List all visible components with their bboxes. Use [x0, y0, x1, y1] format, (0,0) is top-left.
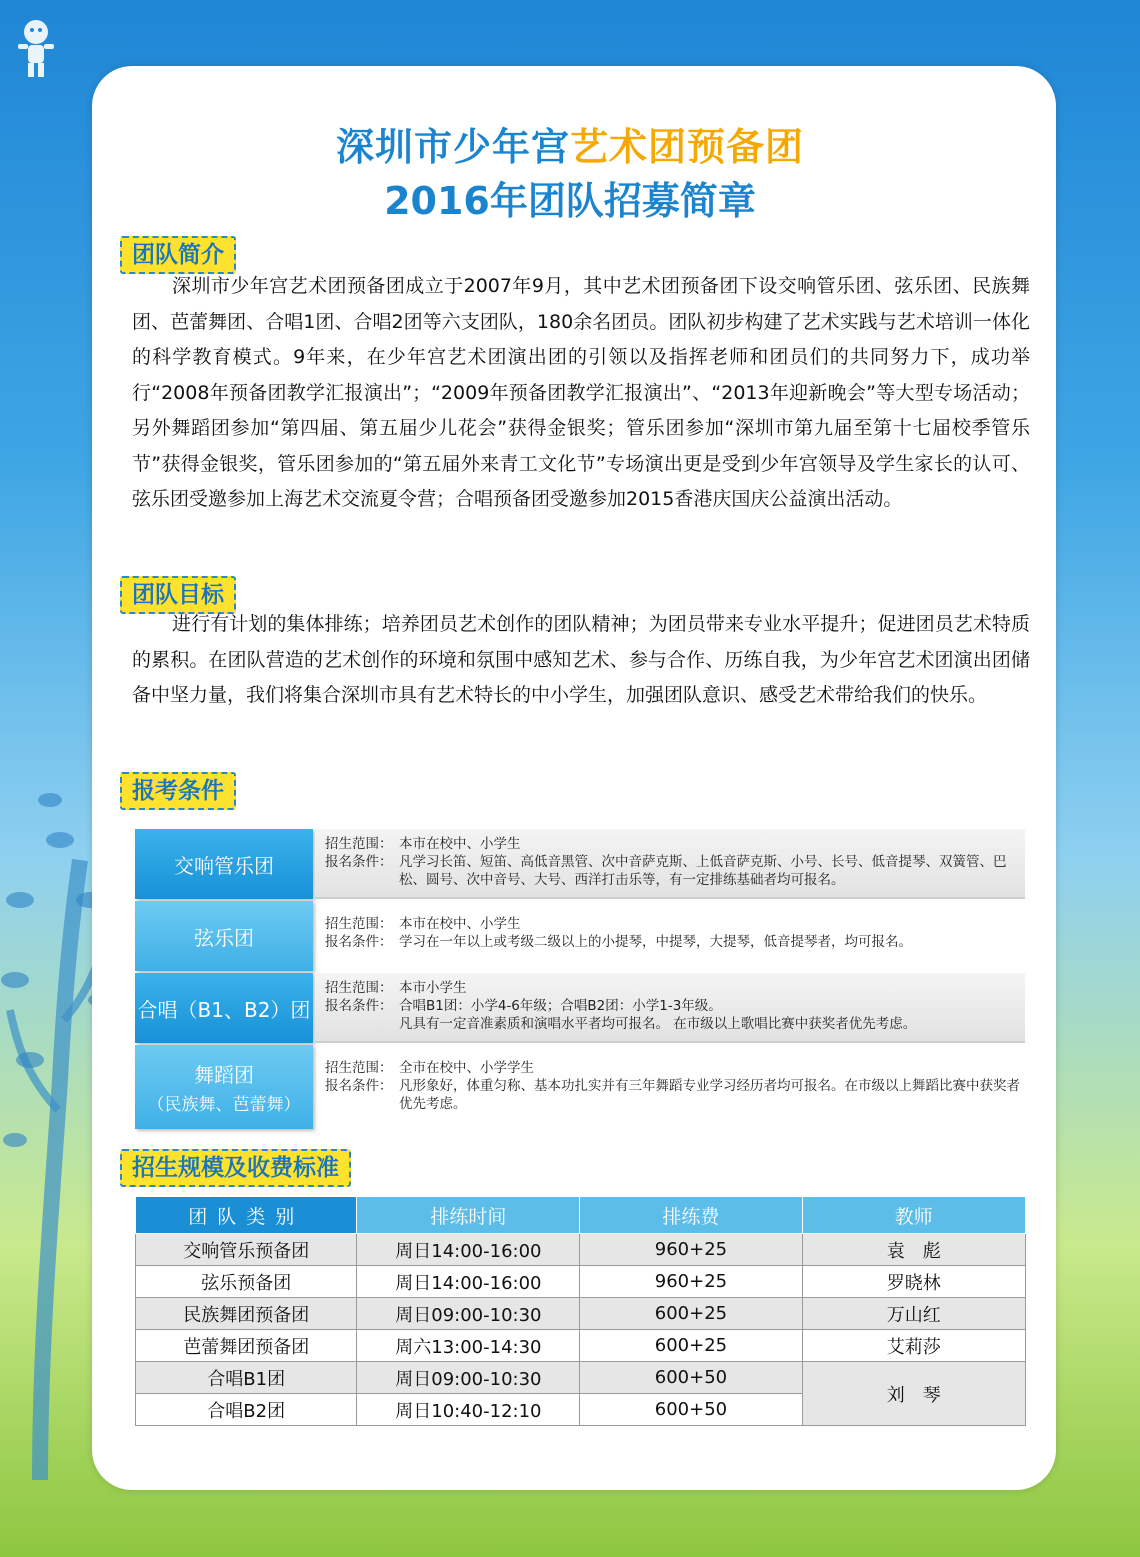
requirements-heading: 报考条件: [120, 772, 236, 810]
fee-cell: 600+25: [580, 1330, 802, 1362]
time-cell: 周日09:00-10:30: [357, 1362, 580, 1394]
fee-cell: 600+50: [580, 1362, 802, 1394]
column-header: 排练费: [580, 1197, 802, 1234]
requirement-details: 招生范围： 本市在校中、小学生 报名条件： 凡学习长笛、短笛、高低音黑管、次中音萨克斯、上低音萨克斯、小号、长号、低音提琴、双簧管、巴松、圆号、次中音号、大号、西洋打击乐等，有一定排练基础者均可报名。: [315, 829, 1025, 899]
column-header: 团队类别: [136, 1197, 357, 1234]
teacher-cell: 艾莉莎: [802, 1330, 1025, 1362]
teacher-cell: 袁 彪: [802, 1234, 1025, 1266]
team-cell: 交响管乐预备团: [136, 1234, 357, 1266]
team-label: 舞蹈团 （民族舞、芭蕾舞）: [135, 1045, 313, 1129]
time-cell: 周日09:00-10:30: [357, 1298, 580, 1330]
table-row: [136, 1234, 1026, 1266]
table-row: [136, 1298, 1026, 1330]
fee-cell: 600+25: [580, 1298, 802, 1330]
fees-table: [135, 1196, 1026, 1426]
page-title: 深圳市少年宫艺术团预备团: [335, 125, 805, 169]
goal-text: 进行有计划的集体排练；培养团员艺术创作的团队精神；为团员带来专业水平提升；促进团员艺术特质的累积。在团队营造的艺术创作的环境和氛围中感知艺术、参与合作、历练自我，为少年宫艺术团演出团储备中坚力量，我们将集合深圳市具有艺术特长的中小学生，加强团队意识、感受艺术带给我们的快乐。: [132, 613, 1030, 706]
teacher-cell: 万山红: [802, 1298, 1025, 1330]
team-cell: 弦乐预备团: [136, 1266, 357, 1298]
time-cell: 周日14:00-16:00: [357, 1234, 580, 1266]
column-header: 教师: [802, 1197, 1025, 1234]
team-cell: 民族舞团预备团: [136, 1298, 357, 1330]
goal-heading: 团队目标: [120, 576, 236, 614]
time-cell: 周六13:00-14:30: [357, 1330, 580, 1362]
team-cell: 合唱B2团: [136, 1394, 357, 1426]
time-cell: 周日14:00-16:00: [357, 1266, 580, 1298]
time-cell: 周日10:40-12:10: [357, 1394, 580, 1426]
fee-cell: 960+25: [580, 1234, 802, 1266]
team-label: 弦乐团: [135, 901, 313, 971]
requirement-details: 招生范围： 全市在校中、小学学生 报名条件： 凡形象好，体重匀称、基本功扎实并有三年舞蹈专业学习经历者均可报名。在市级以上舞蹈比赛中获奖者优先考虑。: [325, 1060, 1020, 1112]
table-row: [136, 1362, 1026, 1394]
page-subtitle: 2016年团队招募简章: [384, 179, 756, 223]
fee-cell: 960+25: [580, 1266, 802, 1298]
teacher-cell: 罗晓林: [802, 1266, 1025, 1298]
teacher-cell: 刘 琴: [802, 1362, 1025, 1426]
fees-heading: 招生规模及收费标准: [120, 1149, 351, 1187]
table-row: [136, 1266, 1026, 1298]
requirement-row: [135, 901, 1025, 971]
team-cell: 芭蕾舞团预备团: [136, 1330, 357, 1362]
intro-text: 深圳市少年宫艺术团预备团成立于2007年9月，其中艺术团预备团下设交响管乐团、弦乐团、民族舞团、芭蕾舞团、合唱1团、合唱2团等六支团队，180余名团员。团队初步构建了艺术实践与艺术培训一体化的科学教育模式。9年来，在少年宫艺术团演出团的引领以及指挥老师和团员们的共同努力下，成功举行“2008年预备团教学汇报演出”；“2009年预备团教学汇报演出”、“2013年迎新晚会”等大型专场活动；另外舞蹈团参加“第四届、第五届少儿花会”获得金银奖；管乐团参加“深圳市第九届至第十七届校季管乐节”获得金银奖，管乐团参加的“第五届外来青工文化节”专场演出更是受到少年宫领导及学生家长的认可、弦乐团受邀参加上海艺术交流夏令营；合唱预备团受邀参加2015香港庆国庆公益演出活动。: [132, 275, 1030, 510]
column-header: 排练时间: [357, 1197, 580, 1234]
team-label: 交响管乐团: [135, 829, 313, 899]
intro-heading: 团队简介: [120, 236, 236, 274]
requirement-details: 招生范围： 本市在校中、小学生 报名条件： 学习在一年以上或考级二级以上的小提琴，中提琴，大提琴，低音提琴者，均可报名。: [325, 916, 912, 950]
team-cell: 合唱B1团: [136, 1362, 357, 1394]
requirement-details: 招生范围： 本市小学生 报名条件： 合唱B1团：小学4-6年级；合唱B2团：小学1-3年级。 凡具有一定音准素质和演唱水平者均可报名。 在市级以上歌唱比赛中获奖者优先考虑。: [315, 973, 1025, 1043]
requirement-row: [135, 973, 1025, 1043]
requirement-row: [135, 829, 1025, 899]
child-mascot-icon: [14, 18, 58, 80]
table-row: [136, 1330, 1026, 1362]
table-header-row: [136, 1197, 1026, 1234]
requirement-row: [135, 1045, 1025, 1129]
team-label: 合唱（B1、B2）团: [135, 973, 313, 1043]
fee-cell: 600+50: [580, 1394, 802, 1426]
